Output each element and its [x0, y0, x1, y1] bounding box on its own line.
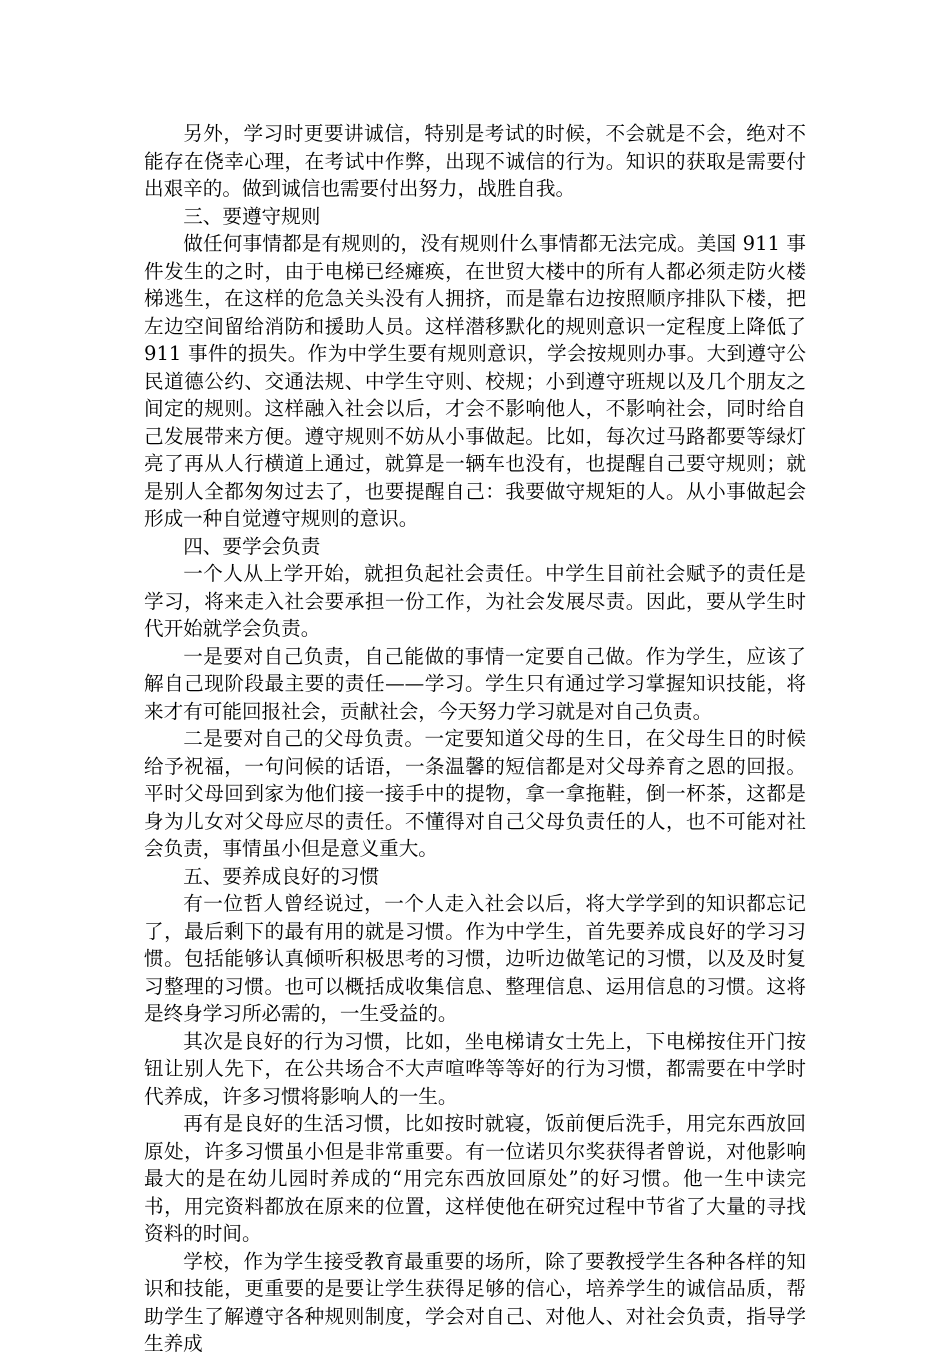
- section-heading-responsibility: 四、要学会负责: [183, 534, 321, 558]
- paragraph-responsibility-intro: 一个人从上学开始，就担负起社会责任。中学生目前社会赋予的责任是学习，将来走入社会要承担一份工作，为社会发展尽责。因此，要从学生时代开始就学会负责。: [144, 562, 806, 640]
- section-heading-habits: 五、要养成良好的习惯: [183, 864, 380, 888]
- paragraph-responsibility-self: 一是要对自己负责，自己能做的事情一定要自己做。作为学生，应该了解自己现阶段最主要的责任——学习。学生只有通过学习掌握知识技能，将来才有可能回报社会，贡献社会，今天努力学习就是对自己负责。: [144, 644, 806, 723]
- paragraph-rules: 做任何事情都是有规则的，没有规则什么事情都无法完成。美国 911 事件发生的之时，由于电梯已经瘫痪，在世贸大楼中的所有人都必须走防火楼梯逃生，在这样的危急关头没有人拥挤，而是靠右边按照顺序排队下楼，把左边空间留给消防和援助人员。这样潜移默化的规则意识一定程度上降低了 911 事件的损失。作为中学生要有规则意识，学会按规则办事。大到遵守公民道德公约、交通法规、中学生守则、校规；小到遵守班规以及几个朋友之间定的规则。这样融入社会以后，才会不影响他人，不影响社会，同时给自己发展带来方便。遵守规则不妨从小事做起。比如，每次过马路都要等绿灯亮了再从人行横道上通过，就算是一辆车也没有，也提醒自己要守规则；就是别人全都匆匆过去了，也要提醒自己：我要做守规矩的人。从小事做起会形成一种自觉遵守规则的意识。: [144, 232, 806, 530]
- document-page: [144, 120, 806, 1358]
- paragraph-school-role: 学校，作为学生接受教育最重要的场所，除了要教授学生各种各样的知识和技能，更重要的是要让学生获得足够的信心，培养学生的诚信品质，帮助学生了解遵守各种规则制度，学会对自己、对他人、对社会负责，指导学生养成: [144, 1249, 806, 1355]
- paragraph-behavior-habits: 其次是良好的行为习惯，比如，坐电梯请女士先上，下电梯按住开门按钮让别人先下，在公共场合不大声喧哗等等好的行为习惯，都需要在中学时代养成，许多习惯将影响人的一生。: [144, 1029, 806, 1108]
- paragraph-responsibility-parents: 二是要对自己的父母负责。一定要知道父母的生日，在父母生日的时候给予祝福，一句问候的话语，一条温馨的短信都是对父母养育之恩的回报。平时父母回到家为他们接一接手中的提物，拿一拿拖鞋，倒一杯茶，这都是身为儿女对父母应尽的责任。不懂得对自己父母负责任的人，也不可能对社会负责，事情虽小但是意义重大。: [144, 727, 806, 860]
- paragraph-study-habits: 有一位哲人曾经说过，一个人走入社会以后，将大学学到的知识都忘记了，最后剩下的最有用的就是习惯。作为中学生，首先要养成良好的学习习惯。包括能够认真倾听积极思考的习惯，边听边做笔记的习惯，以及及时复习整理的习惯。也可以概括成收集信息、整理信息、运用信息的习惯。这将是终身学习所必需的，一生受益的。: [144, 892, 806, 1025]
- paragraph-life-habits: 再有是良好的生活习惯，比如按时就寝，饭前便后洗手，用完东西放回原处，许多习惯虽小但是非常重要。有一位诺贝尔奖获得者曾说，对他影响最大的是在幼儿园时养成的“用完东西放回原处”的好习惯。他一生中读完书，用完资料都放在原来的位置，这样使他在研究过程中节省了大量的寻找资料的时间。: [144, 1112, 806, 1245]
- paragraph-honesty-exams: 另外，学习时更要讲诚信，特别是考试的时候，不会就是不会，绝对不能存在侥幸心理，在考试中作弊，出现不诚信的行为。知识的获取是需要付出艰辛的。做到诚信也需要付出努力，战胜自我。: [144, 122, 806, 200]
- section-heading-rules: 三、要遵守规则: [183, 204, 321, 228]
